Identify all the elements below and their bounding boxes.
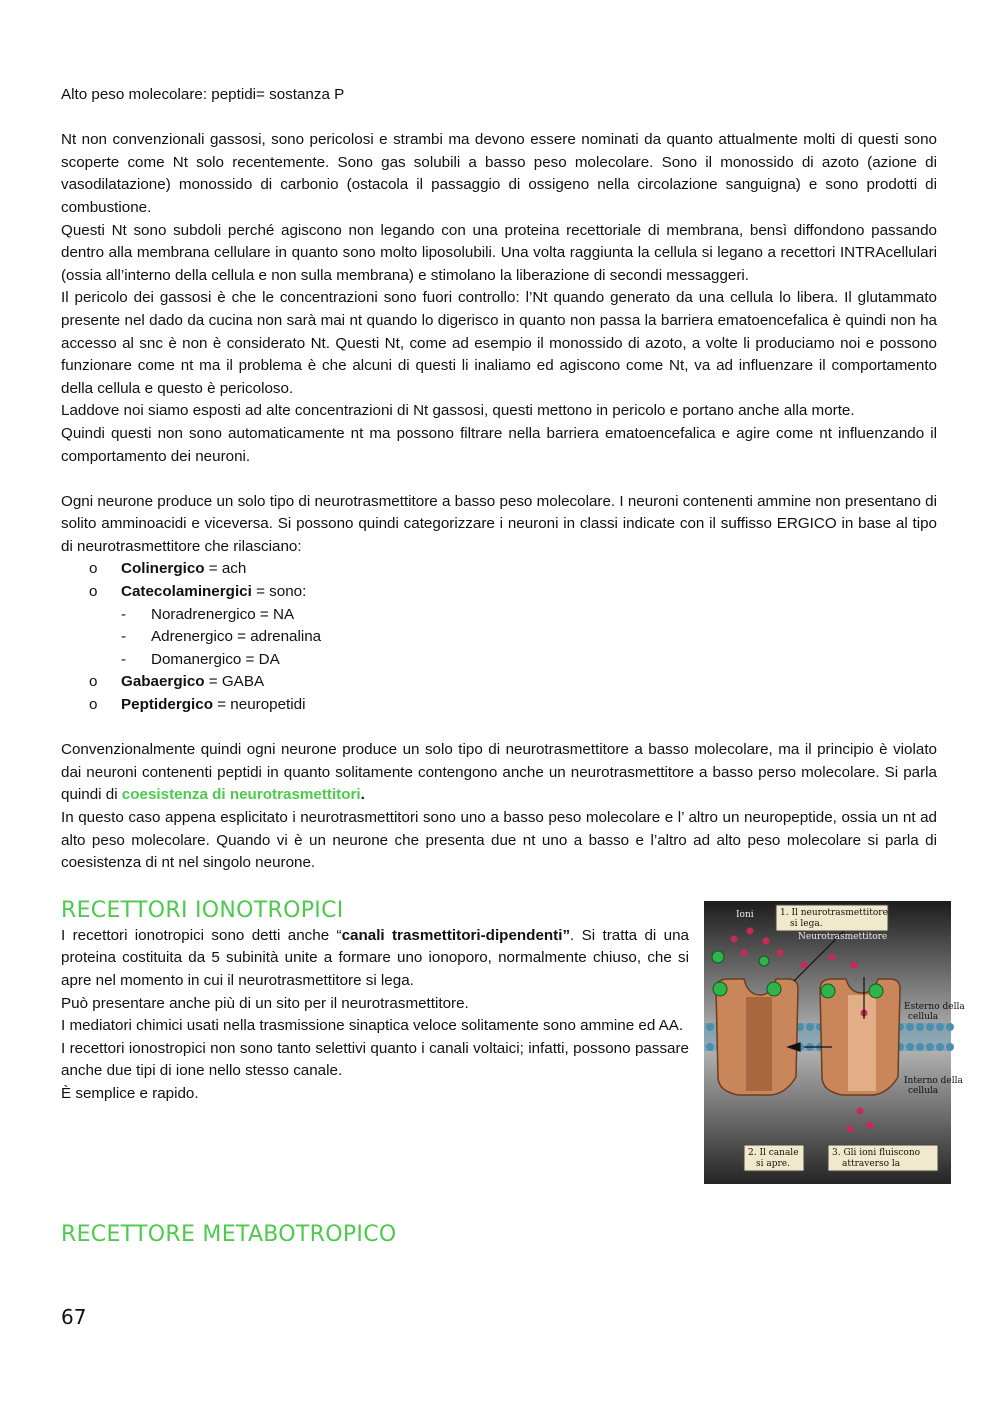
label-interno: Interno della [904, 1075, 963, 1086]
label-step-2b: si apre. [756, 1158, 790, 1169]
page-number: 67 [61, 1305, 87, 1329]
label-step-3: 3. Gli ioni fluiscono [832, 1147, 921, 1158]
list-item-peptidergico: o Peptidergico = neuropetidi [61, 694, 937, 717]
bullet-marker: o [89, 583, 98, 601]
label-neurotrasmettitore: Neurotrasmettitore [798, 931, 888, 942]
paragraph-neuropeptide: In questo caso appena esplicitato i neurotrasmettitori sono uno a basso peso molecolare e l’ altro un neuropeptide, ossia un nt ad alto peso molecolare. Quando vi è un neurone che presenta due nt uno a basso e l’altro ad alto peso molecolare si parla di coesistenza di nt nel singolo neurone. [61, 809, 937, 872]
paragraph-alto-peso: Alto peso molecolare: peptidi= sostanza P [61, 86, 345, 103]
paragraph-ion-5: È semplice e rapido. [61, 1084, 199, 1102]
paragraph-subdoli: Questi Nt sono subdoli perché agiscono non legando con una proteina recettoriale di membrana, bensì diffondono passando dentro alla membrana cellulare in quanto sono molto liposolubili. Una volta raggiunta la cellula si legano a recettori INTRAcellulari (ossia all’interno della cellula e non sulla membrana) e stimolano la liberazione di secondi messaggeri. [61, 221, 937, 284]
label-step-2: 2. Il canale [748, 1147, 799, 1158]
bullet-marker: o [89, 560, 98, 578]
list-item-gabaergico: o Gabaergico = GABA [61, 671, 937, 694]
paragraph-ion-3: I mediatori chimici usati nella trasmissione sinaptica veloce solitamente sono ammine ed AA. [61, 1017, 684, 1035]
page-content [61, 84, 965, 1169]
label-interno-b: cellula [908, 1085, 939, 1096]
heading-recettori-ionotropici: RECETTORI IONOTROPICI [61, 897, 344, 923]
list-subitem-domanergico: - Domanergico = DA [61, 649, 937, 672]
list-item-colinergico: o Colinergico = ach [61, 558, 937, 581]
open-channel [820, 979, 900, 1095]
list-subitem-noradrenergico: - Noradrenergico = NA [61, 604, 937, 627]
dash-marker: - [121, 628, 127, 646]
label-step-1: 1. Il neurotrasmettitore [780, 907, 888, 918]
bullet-marker: o [89, 696, 98, 714]
label-step-1b: si lega. [790, 918, 823, 929]
label-ioni: Ioni [736, 909, 754, 920]
list-item-catecolaminergici: o Catecolaminergici = sono: [61, 581, 937, 604]
paragraph-ergico: Ogni neurone produce un solo tipo di neurotrasmettitore a basso peso molecolare. I neuroni contenenti ammine non presentano di solito amminoacidi e viceversa. Si possono quindi categorizzare i neuroni in classi indicate con il suffisso ERGICO in base al tipo di neurotrasmettitore che rilasciano: [61, 492, 937, 555]
dash-marker: - [121, 605, 127, 623]
ergico-list [61, 558, 937, 716]
paragraph-esposti: Laddove noi siamo esposti ad alte concentrazioni di Nt gassosi, questi mettono in pericolo e portano anche alla morte. [61, 402, 855, 420]
coesistenza-highlight: coesistenza di neurotrasmettitori [121, 786, 361, 804]
receptor-diagram [704, 901, 965, 1184]
heading-recettore-metabotropico: RECETTORE METABOTROPICO [61, 1222, 397, 1247]
bullet-marker: o [89, 673, 98, 691]
label-esterno-b: cellula [908, 1011, 939, 1022]
list-subitem-adrenergico: - Adrenergico = adrenalina [61, 626, 937, 649]
closed-channel [713, 979, 798, 1095]
paragraph-filtrare: Quindi questi non sono automaticamente nt ma possono filtrare nella barriera ematoencefalica e agire come nt influenzando il comportamento dei neuroni. [61, 424, 937, 465]
label-esterno: Esterno della [904, 1001, 965, 1012]
dash-marker: - [121, 650, 127, 668]
paragraph-pericolo: Il pericolo dei gassosi è che le concentrazioni sono fuori controllo: l’Nt quando generato da una cellula lo libera. Il glutammato presente nel dado da cucina non sarà mai nt quando lo digerisco in quanto non passa la barriera ematoencefalica è quindi non ha accesso al snc è non è considerato Nt. Questi Nt, come ad esempio il monossido di azoto, a volte li produciamo noi e possono funzionare come nt ma il problema è che alcuni di questi li inaliamo ed agiscono come Nt, va ad influenzare il comportamento della cellula e questo è pericoloso. [61, 289, 937, 397]
paragraph-ion-2: Può presentare anche più di un sito per il neurotrasmettitore. [61, 994, 469, 1012]
paragraph-coesistenza: Convenzionalmente quindi ogni neurone produce un solo tipo di neurotrasmettitore a basso molecolare, ma il principio è violato dai neuroni contenenti peptidi in quanto solitamente contengono anche un neurotrasmettitore a basso perso molecolare. Si parla quindi di coesistenza di neurotrasmettitori. [61, 741, 937, 804]
ionotropic-receptor-figure [704, 901, 965, 1184]
paragraph-nt-gassosi: Nt non convenzionali gassosi, sono pericolosi e strambi ma devono essere nominati da quanto attualmente molti di questi sono scoperte come Nt solo recentemente. Sono gas solubili a basso peso molecolare. Sono il monossido di azoto (azione di vasodilatazione) monossido di carbonio (ostacola il passaggio di ossigeno nella circolazione sanguigna) e sono prodotti di combustione. [61, 131, 937, 216]
ionotropici-section [61, 897, 965, 1169]
label-step-3b: attraverso la [842, 1158, 901, 1169]
paragraph-ion-4: I recettori ionostropici non sono tanto selettivi quanto i canali voltaici; infatti, possono passare anche due tipi di ione nello stesso canale. [61, 1039, 689, 1080]
paragraph-ion-1: I recettori ionotropici sono detti anche “canali trasmettitori-dipendenti”. Si tratta di una proteina costituita da 5 subinità unite a formare uno ionoporo, normalmente chiuso, che si apre nel momento in cui il neurotrasmettitore si lega. [61, 926, 689, 989]
